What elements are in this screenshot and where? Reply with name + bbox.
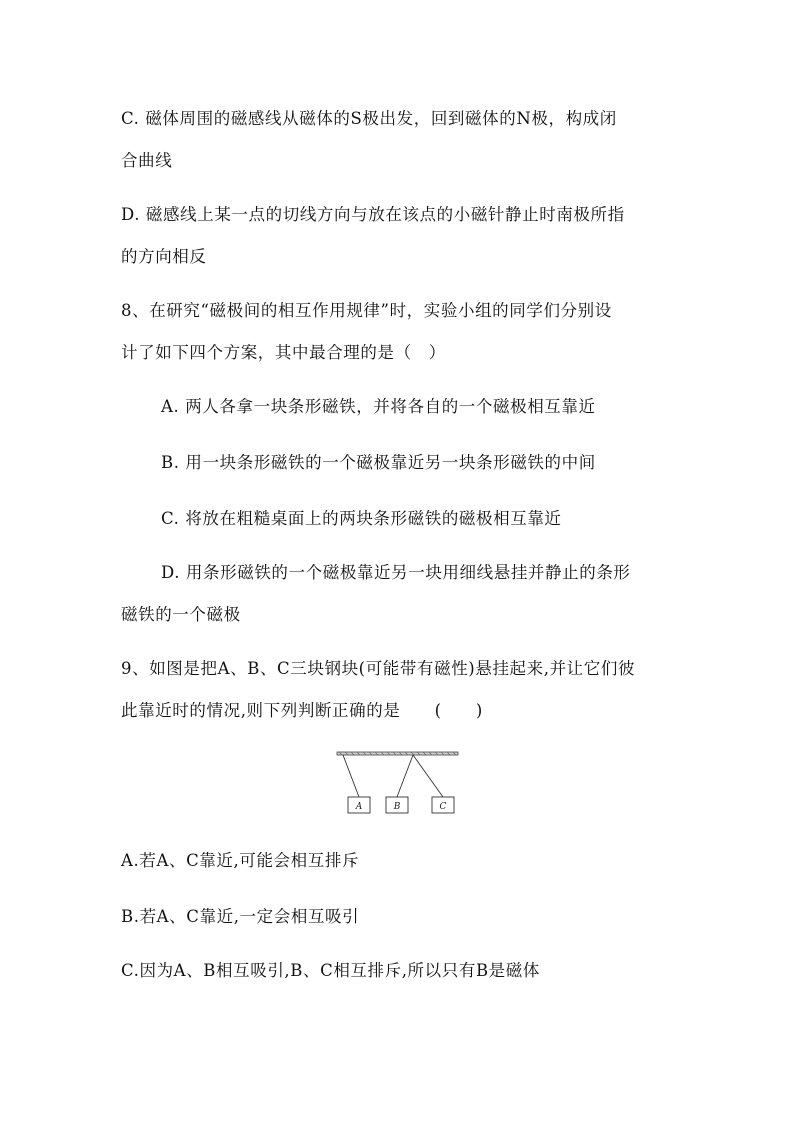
string-c bbox=[413, 755, 443, 797]
hanging-blocks-figure bbox=[335, 750, 460, 818]
block-b-label: B bbox=[393, 802, 401, 812]
question-8-option-c: C. 将放在粗糙桌面上的两块条形磁铁的磁极相互靠近 bbox=[161, 509, 562, 528]
question-8-option-d-line-1: D. 用条形磁铁的一个磁极靠近另一块用细线悬挂并静止的条形 bbox=[161, 563, 631, 582]
question-9-option-c: C.因为A、B相互吸引,B、C相互排斥,所以只有B是磁体 bbox=[121, 961, 540, 980]
block-a-label: A bbox=[355, 802, 363, 812]
question-7-option-d-line-1: D. 磁感线上某一点的切线方向与放在该点的小磁针静止时南极所指 bbox=[121, 205, 625, 224]
question-9-stem-line-2: 此靠近时的情况,则下列判断正确的是 ( ) bbox=[121, 701, 483, 720]
string-a bbox=[343, 755, 359, 797]
question-7-option-c-line-2: 合曲线 bbox=[121, 151, 173, 170]
block-c-label: C bbox=[439, 802, 447, 812]
string-b bbox=[397, 755, 413, 797]
question-8-option-a: A. 两人各拿一块条形磁铁，并将各自的一个磁极相互靠近 bbox=[161, 397, 596, 416]
question-8-stem-line-2: 计了如下四个方案，其中最合理的是（ ） bbox=[121, 343, 446, 362]
question-8-option-d-line-2: 磁铁的一个磁极 bbox=[121, 605, 241, 624]
question-9-option-b: B.若A、C靠近,一定会相互吸引 bbox=[121, 907, 360, 926]
ceiling-bar bbox=[337, 752, 458, 755]
question-9-stem-line-1: 9、如图是把A、B、C三块钢块(可能带有磁性)悬挂起来,并让它们彼 bbox=[121, 659, 636, 678]
question-8-stem-line-1: 8、在研究“磁极间的相互作用规律”时，实验小组的同学们分别设 bbox=[121, 301, 612, 320]
question-7-option-d-line-2: 的方向相反 bbox=[121, 247, 207, 266]
question-9-option-a: A.若A、C靠近,可能会相互排斥 bbox=[121, 851, 360, 870]
question-7-option-c-line-1: C. 磁体周围的磁感线从磁体的S极出发，回到磁体的N极，构成闭 bbox=[121, 109, 617, 128]
question-8-option-b: B. 用一块条形磁铁的一个磁极靠近另一块条形磁铁的中间 bbox=[161, 453, 596, 472]
